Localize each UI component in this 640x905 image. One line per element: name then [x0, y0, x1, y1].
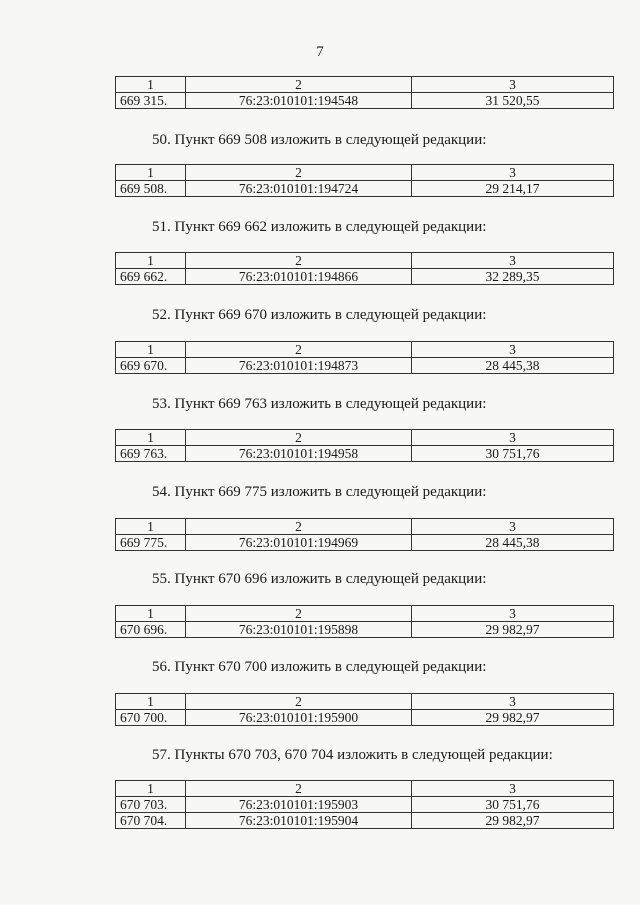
- table-item-669508: [115, 164, 614, 197]
- header-cell-1: 1: [116, 165, 186, 181]
- item-number: 670 703.: [116, 797, 186, 813]
- value-amount: 30 751,76: [412, 797, 614, 813]
- cadastral-number: 76:23:010101:195903: [186, 797, 412, 813]
- value-amount: 31 520,55: [412, 93, 614, 109]
- table-header-row: [116, 519, 614, 535]
- table-header-row: [116, 342, 614, 358]
- table-header-row: [116, 430, 614, 446]
- header-cell-2: 2: [186, 165, 412, 181]
- header-cell-3: 3: [412, 606, 614, 622]
- value-amount: 29 982,97: [412, 710, 614, 726]
- table-header-row: [116, 694, 614, 710]
- header-cell-3: 3: [412, 694, 614, 710]
- table-item-670700: [115, 693, 614, 726]
- table-row: [116, 181, 614, 197]
- table-item-669315: [115, 76, 614, 109]
- table-row: [116, 269, 614, 285]
- item-number: 669 508.: [116, 181, 186, 197]
- header-cell-3: 3: [412, 519, 614, 535]
- instruction-57: 57. Пункты 670 703, 670 704 изложить в следующей редакции:: [152, 747, 553, 763]
- page-number: 7: [316, 44, 324, 60]
- instruction-55: 55. Пункт 670 696 изложить в следующей редакции:: [152, 571, 487, 587]
- cadastral-number: 76:23:010101:194873: [186, 358, 412, 374]
- header-cell-3: 3: [412, 165, 614, 181]
- header-cell-1: 1: [116, 606, 186, 622]
- header-cell-1: 1: [116, 342, 186, 358]
- item-number: 669 775.: [116, 535, 186, 551]
- value-amount: 28 445,38: [412, 535, 614, 551]
- cadastral-number: 76:23:010101:194958: [186, 446, 412, 462]
- item-number: 669 662.: [116, 269, 186, 285]
- table-header-row: [116, 606, 614, 622]
- value-amount: 29 982,97: [412, 622, 614, 638]
- header-cell-3: 3: [412, 781, 614, 797]
- table-item-670703-670704: [115, 780, 614, 829]
- header-cell-2: 2: [186, 519, 412, 535]
- header-cell-2: 2: [186, 342, 412, 358]
- instruction-56: 56. Пункт 670 700 изложить в следующей редакции:: [152, 659, 487, 675]
- item-number: 670 696.: [116, 622, 186, 638]
- header-cell-2: 2: [186, 694, 412, 710]
- cadastral-number: 76:23:010101:194969: [186, 535, 412, 551]
- table-item-669763: [115, 429, 614, 462]
- item-number: 670 700.: [116, 710, 186, 726]
- table-row: [116, 797, 614, 813]
- instruction-51: 51. Пункт 669 662 изложить в следующей редакции:: [152, 219, 487, 235]
- cadastral-number: 76:23:010101:194866: [186, 269, 412, 285]
- table-header-row: [116, 253, 614, 269]
- instruction-50: 50. Пункт 669 508 изложить в следующей редакции:: [152, 132, 487, 148]
- header-cell-2: 2: [186, 77, 412, 93]
- table-row: [116, 710, 614, 726]
- header-cell-1: 1: [116, 253, 186, 269]
- header-cell-3: 3: [412, 342, 614, 358]
- instruction-52: 52. Пункт 669 670 изложить в следующей редакции:: [152, 307, 487, 323]
- item-number: 669 315.: [116, 93, 186, 109]
- table-item-669775: [115, 518, 614, 551]
- table-row: [116, 358, 614, 374]
- table-header-row: [116, 165, 614, 181]
- header-cell-1: 1: [116, 781, 186, 797]
- header-cell-2: 2: [186, 253, 412, 269]
- header-cell-3: 3: [412, 430, 614, 446]
- header-cell-2: 2: [186, 606, 412, 622]
- instruction-54: 54. Пункт 669 775 изложить в следующей редакции:: [152, 484, 487, 500]
- table-item-669670: [115, 341, 614, 374]
- table-row: [116, 446, 614, 462]
- value-amount: 29 214,17: [412, 181, 614, 197]
- table-header-row: [116, 77, 614, 93]
- table-row: [116, 535, 614, 551]
- header-cell-2: 2: [186, 430, 412, 446]
- table-item-670696: [115, 605, 614, 638]
- cadastral-number: 76:23:010101:194724: [186, 181, 412, 197]
- value-amount: 30 751,76: [412, 446, 614, 462]
- header-cell-1: 1: [116, 519, 186, 535]
- header-cell-3: 3: [412, 253, 614, 269]
- value-amount: 28 445,38: [412, 358, 614, 374]
- table-row: [116, 813, 614, 829]
- cadastral-number: 76:23:010101:195904: [186, 813, 412, 829]
- item-number: 669 670.: [116, 358, 186, 374]
- value-amount: 32 289,35: [412, 269, 614, 285]
- header-cell-3: 3: [412, 77, 614, 93]
- header-cell-1: 1: [116, 77, 186, 93]
- instruction-53: 53. Пункт 669 763 изложить в следующей редакции:: [152, 396, 487, 412]
- header-cell-1: 1: [116, 694, 186, 710]
- item-number: 669 763.: [116, 446, 186, 462]
- table-row: [116, 622, 614, 638]
- cadastral-number: 76:23:010101:195898: [186, 622, 412, 638]
- cadastral-number: 76:23:010101:194548: [186, 93, 412, 109]
- header-cell-2: 2: [186, 781, 412, 797]
- table-item-669662: [115, 252, 614, 285]
- header-cell-1: 1: [116, 430, 186, 446]
- table-header-row: [116, 781, 614, 797]
- table-row: [116, 93, 614, 109]
- cadastral-number: 76:23:010101:195900: [186, 710, 412, 726]
- item-number: 670 704.: [116, 813, 186, 829]
- value-amount: 29 982,97: [412, 813, 614, 829]
